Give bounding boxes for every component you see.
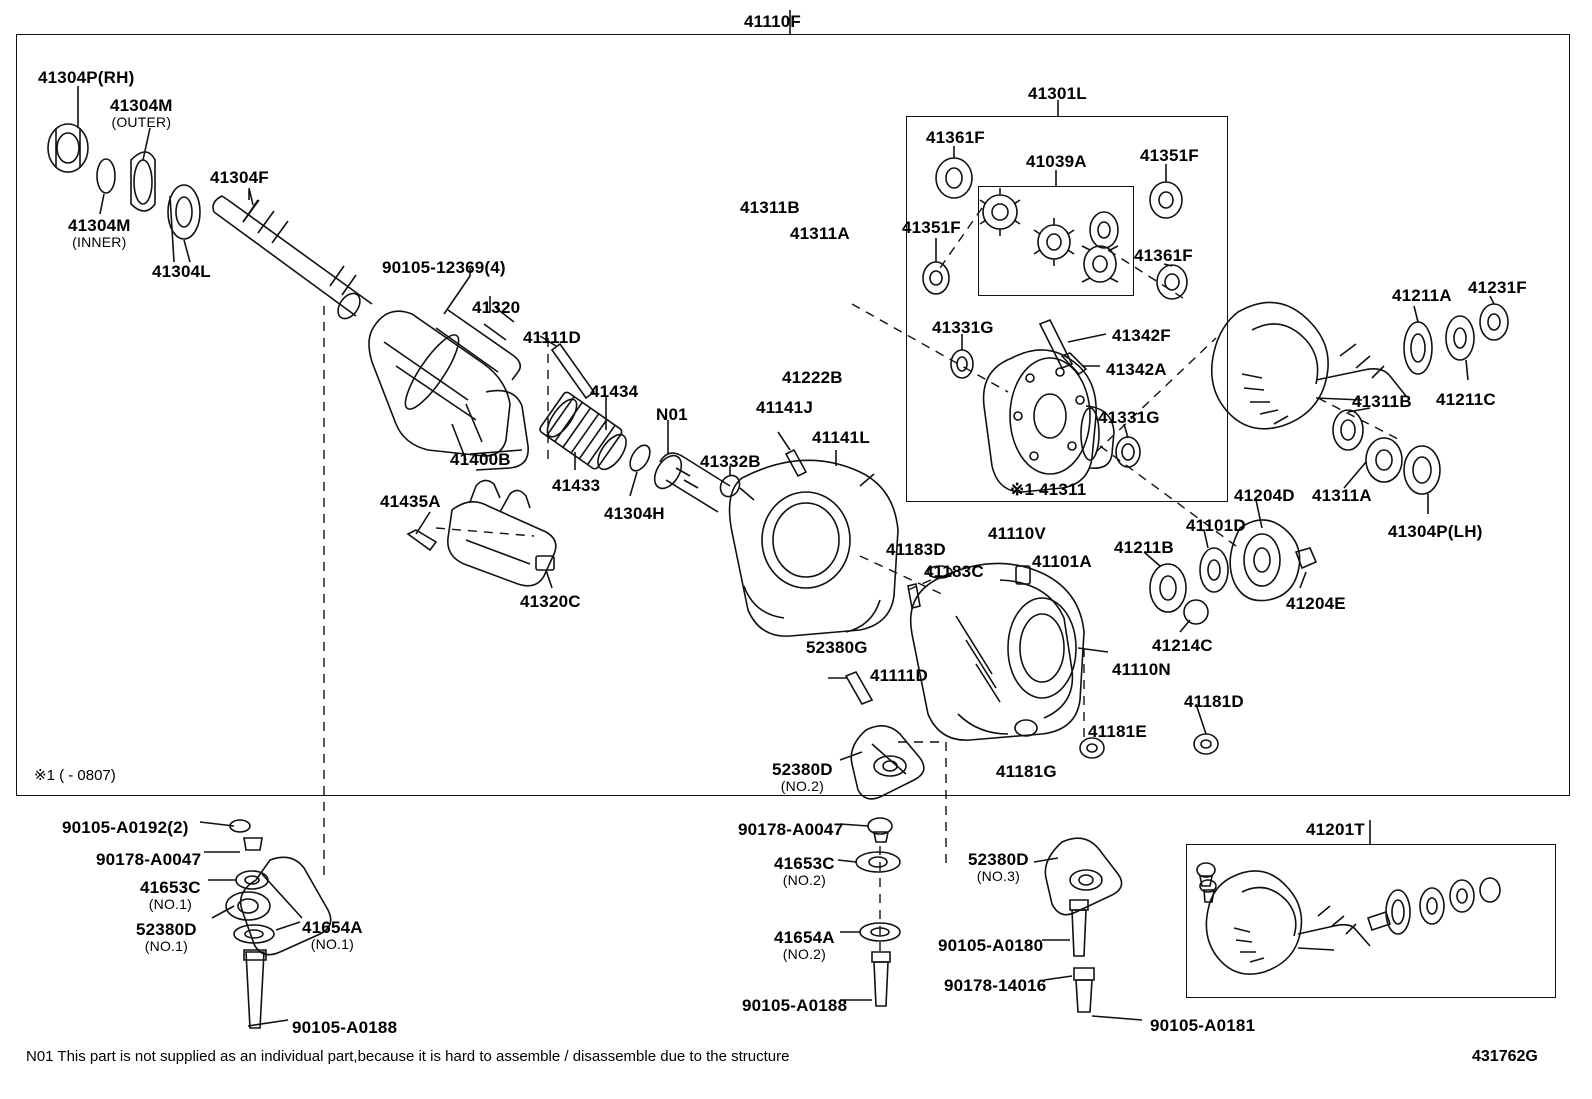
label-41304H: 41304H: [604, 504, 665, 523]
label-41304F: 41304F: [210, 168, 269, 187]
label-41181E: 41181E: [1088, 722, 1147, 741]
label-90178-14016: 90178-14016: [944, 976, 1047, 995]
label-41211B: 41211B: [1114, 538, 1174, 557]
label-text: 41304M: [110, 96, 173, 115]
label-sub: (NO.1): [144, 938, 188, 955]
label-41204D: 41204D: [1234, 486, 1295, 505]
label-41320: 41320: [472, 298, 521, 317]
label-41110V: 41110V: [988, 524, 1046, 543]
label-sub: (OUTER): [111, 114, 172, 131]
label-41435A: 41435A: [380, 492, 441, 511]
label-N01: N01: [656, 405, 688, 424]
label-41311B-right: 41311B: [1352, 392, 1412, 411]
label-41311B-left: 41311B: [740, 198, 800, 217]
label-41211A: 41211A: [1392, 286, 1452, 305]
label-41231F: 41231F: [1468, 278, 1527, 297]
label-41204E: 41204E: [1286, 594, 1346, 613]
label-41311A-left: 41311A: [790, 224, 850, 243]
label-41304L: 41304L: [152, 262, 211, 281]
label-41222B: 41222B: [782, 368, 843, 387]
label-41110N: 41110N: [1112, 660, 1171, 679]
label-41331G-right: 41331G: [1098, 408, 1160, 427]
label-41331G-left: 41331G: [932, 318, 994, 337]
label-41111D-upper: 41111D: [523, 328, 581, 347]
label-90105-A0188-left: 90105-A0188: [292, 1018, 398, 1037]
label-41433: 41433: [552, 476, 601, 495]
label-41332B: 41332B: [700, 452, 761, 471]
label-text: 52380D: [772, 760, 833, 779]
label-52380D-no2: [772, 760, 833, 795]
label-sub: (NO.1): [310, 936, 354, 953]
label-90105-A0192: 90105-A0192(2): [62, 818, 189, 837]
label-41101A: 41101A: [1032, 552, 1092, 571]
label-text: 41654A: [302, 918, 363, 937]
label-41183D: 41183D: [886, 540, 946, 559]
label-sub: (NO.2): [780, 778, 824, 795]
label-41311-note: ※1 41311: [1010, 480, 1087, 499]
label-41320C: 41320C: [520, 592, 581, 611]
label-41181G: 41181G: [996, 762, 1057, 781]
label-41110F: 41110F: [744, 12, 801, 31]
label-52380D-no1: [136, 920, 197, 955]
label-sub: (NO.2): [782, 946, 826, 963]
label-41201T: 41201T: [1306, 820, 1365, 839]
label-text: 41654A: [774, 928, 835, 947]
label-41400B: 41400B: [450, 450, 511, 469]
label-90105-A0181: 90105-A0181: [1150, 1016, 1256, 1035]
label-90105-A0188-center: 90105-A0188: [742, 996, 848, 1015]
label-41653C-no1: [140, 878, 201, 913]
label-41301L: 41301L: [1028, 84, 1087, 103]
label-sub: (NO.1): [148, 896, 192, 913]
label-text: 41653C: [774, 854, 835, 873]
label-41361F-top: 41361F: [926, 128, 985, 147]
label-41311A-right: 41311A: [1312, 486, 1372, 505]
label-90178-A0047-center: 90178-A0047: [738, 820, 844, 839]
label-41141L: 41141L: [812, 428, 870, 447]
label-90105-A0180: 90105-A0180: [938, 936, 1044, 955]
label-90178-A0047-left: 90178-A0047: [96, 850, 202, 869]
label-text: 52380D: [136, 920, 197, 939]
label-41101D: 41101D: [1186, 516, 1246, 535]
label-52380D-no3: [968, 850, 1029, 885]
label-41304M-inner: [68, 216, 131, 251]
label-41304M-outer: [110, 96, 173, 131]
label-41181D: 41181D: [1184, 692, 1244, 711]
date-note: ※1 ( - 0807): [34, 767, 116, 784]
label-sub: (NO.3): [976, 868, 1020, 885]
footnote: N01 This part is not supplied as an individual part,because it is hard to assemble / disassemble due to the structure: [26, 1048, 790, 1065]
label-90105-12369: 90105-12369(4): [382, 258, 506, 277]
label-41351F-right: 41351F: [1140, 146, 1199, 165]
subassembly-border-41301L: [906, 116, 1228, 502]
label-41211C: 41211C: [1436, 390, 1496, 409]
label-text: 41304M: [68, 216, 131, 235]
label-52380G: 52380G: [806, 638, 868, 657]
label-41342F: 41342F: [1112, 326, 1171, 345]
label-text: 52380D: [968, 850, 1029, 869]
label-41434: 41434: [590, 382, 639, 401]
label-41304P-rh: 41304P(RH): [38, 68, 135, 87]
label-41361F-right: 41361F: [1134, 246, 1193, 265]
label-sub: (NO.2): [782, 872, 826, 889]
label-41304P-lh: 41304P(LH): [1388, 522, 1483, 541]
label-41141J: 41141J: [756, 398, 813, 417]
label-41342A: 41342A: [1106, 360, 1167, 379]
label-41653C-no2: [774, 854, 835, 889]
subassembly-border-41039A: [978, 186, 1134, 296]
label-41111D-lower: 41111D: [870, 666, 928, 685]
label-sub: (INNER): [72, 234, 127, 251]
diagram-code: 431762G: [1472, 1048, 1538, 1065]
label-41351F-left: 41351F: [902, 218, 961, 237]
label-41183C: 41183C: [924, 562, 984, 581]
label-41039A: 41039A: [1026, 152, 1087, 171]
label-41214C: 41214C: [1152, 636, 1213, 655]
label-text: 41653C: [140, 878, 201, 897]
subassembly-border-41201T: [1186, 844, 1556, 998]
label-41654A-no1: [302, 918, 363, 953]
label-41654A-no2: [774, 928, 835, 963]
